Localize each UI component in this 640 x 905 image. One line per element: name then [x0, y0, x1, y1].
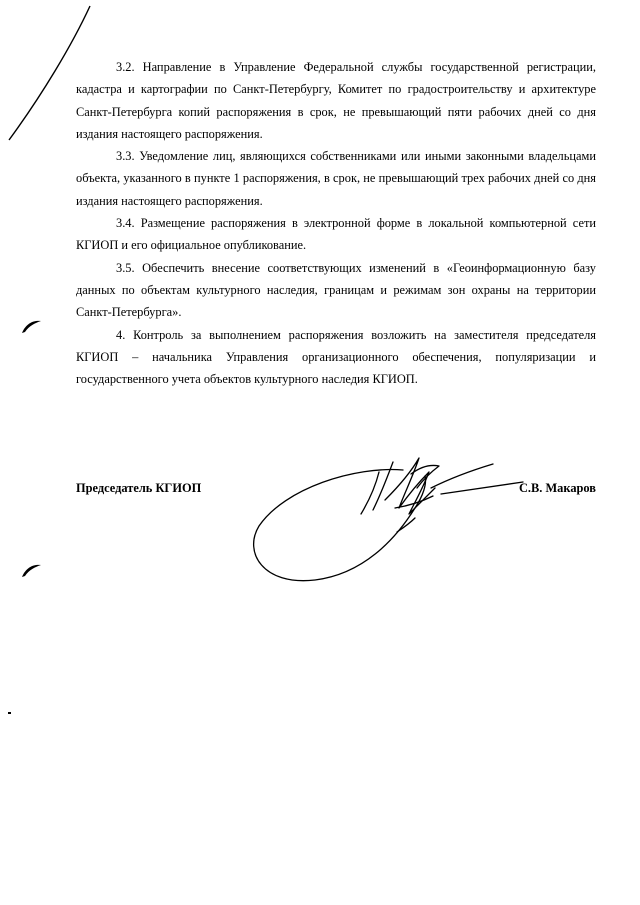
paragraph-3-5: 3.5. Обеспечить внесение соответствующих изменений в «Геоинформационную базу данных по объектам культурного наследия, границам и режимам зон охраны на территории Санкт-Петербурга». [76, 260, 596, 320]
scan-dot [8, 712, 11, 714]
paragraph-3-4: 3.4. Размещение распоряжения в электронной форме в локальной компьютерной сети КГИОП и его официальное опубликование. [76, 216, 596, 253]
signatory-title: Председатель КГИОП [76, 481, 202, 495]
hole-punch-mark-icon [20, 562, 44, 580]
document-body [76, 56, 596, 390]
signatory-name: С.В. Макаров [518, 481, 596, 495]
paragraph-3-3: 3.3. Уведомление лиц, являющихся собственниками или иными законными владельцами объекта, указанного в пункте 1 распоряжения, в срок, не превышающий трех рабочих дней со дня издания настоящего распоряжения. [76, 149, 596, 208]
paragraph-3-2: 3.2. Направление в Управление Федеральной службы государственной регистрации, кадастра и картографии по Санкт-Петербургу, Комитет по градостроительству и архитектуре Санкт-Петербурга копий распоряжения в срок, не превышающий пяти рабочих дней со дня издания настоящего распоряжения. [76, 60, 596, 141]
paragraph-4: 4. Контроль за выполнением распоряжения возложить на заместителя председателя КГИОП – начальника Управления организационного обеспечения, популяризации и государственного учета объектов культурного наследия КГИОП. [76, 327, 596, 387]
hole-punch-mark-icon [20, 318, 44, 336]
handwritten-signature-icon [245, 448, 540, 598]
